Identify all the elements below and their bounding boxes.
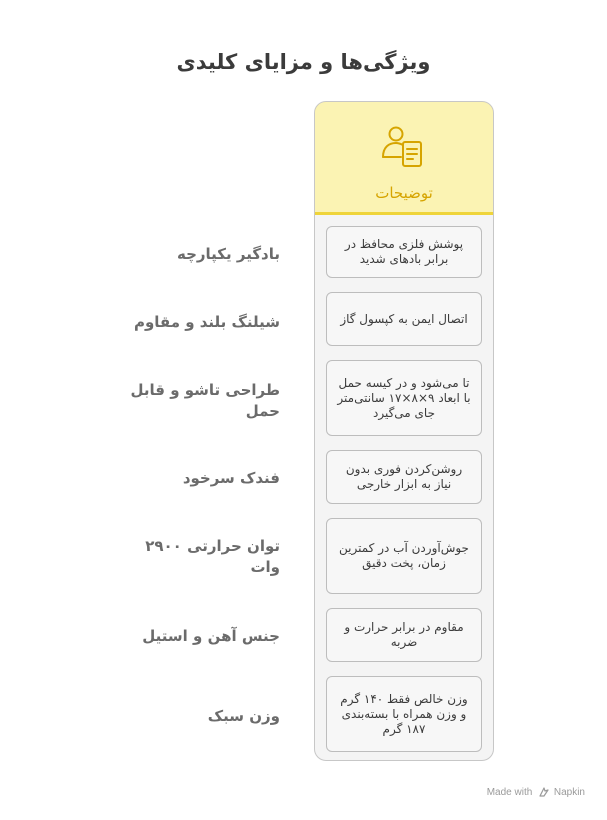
description-box [326,292,482,346]
napkin-brand-label: Napkin [553,787,585,799]
napkin-credit[interactable] [487,787,585,798]
description-text: مقاوم در برابر حرارت و ضربه [344,620,464,649]
description-text: روشن‌کردن فوری بدون نیاز به ابزار خارجی [345,462,463,491]
description-text: اتصال ایمن به کپسول گاز [340,311,468,326]
column-header-border [314,101,494,215]
description-box [326,518,482,594]
column-header-label: توضیحات [375,184,433,202]
made-with-label: Made with [486,787,533,799]
description-box [326,360,482,436]
description-text: وزن خالص فقط ۱۴۰ گرم و وزن همراه با بسته‌بندی ۱۸۷ گرم [340,691,468,736]
description-box [326,676,482,752]
feature-label: جنس آهن و استیل [142,627,280,645]
feature-label: وزن سبک [207,707,280,725]
description-box [326,608,482,662]
description-text: پوشش فلزی محافظ در برابر بادهای شدید [344,237,464,266]
description-box [326,226,482,278]
feature-label: توان حرارتی ۲۹۰۰ وات [145,537,280,576]
description-box [326,450,482,504]
description-text: جوش‌آوردن آب در کمترین زمان، پخت دقیق [339,541,469,570]
napkin-logo-icon [539,787,549,797]
diagram-title: ویژگی‌ها و مزایای کلیدی [176,50,431,74]
feature-label: طراحی تاشو و قابل حمل [130,381,280,420]
feature-label: فندک سرخود [182,469,280,487]
feature-label: شیلنگ بلند و مقاوم [133,313,280,331]
description-text: تا می‌شود و در کیسه حمل با ابعاد ۹×۸×۱۷ سانتی‌متر جای می‌گیرد [337,375,471,420]
feature-label: بادگیر یکپارچه [176,245,280,263]
